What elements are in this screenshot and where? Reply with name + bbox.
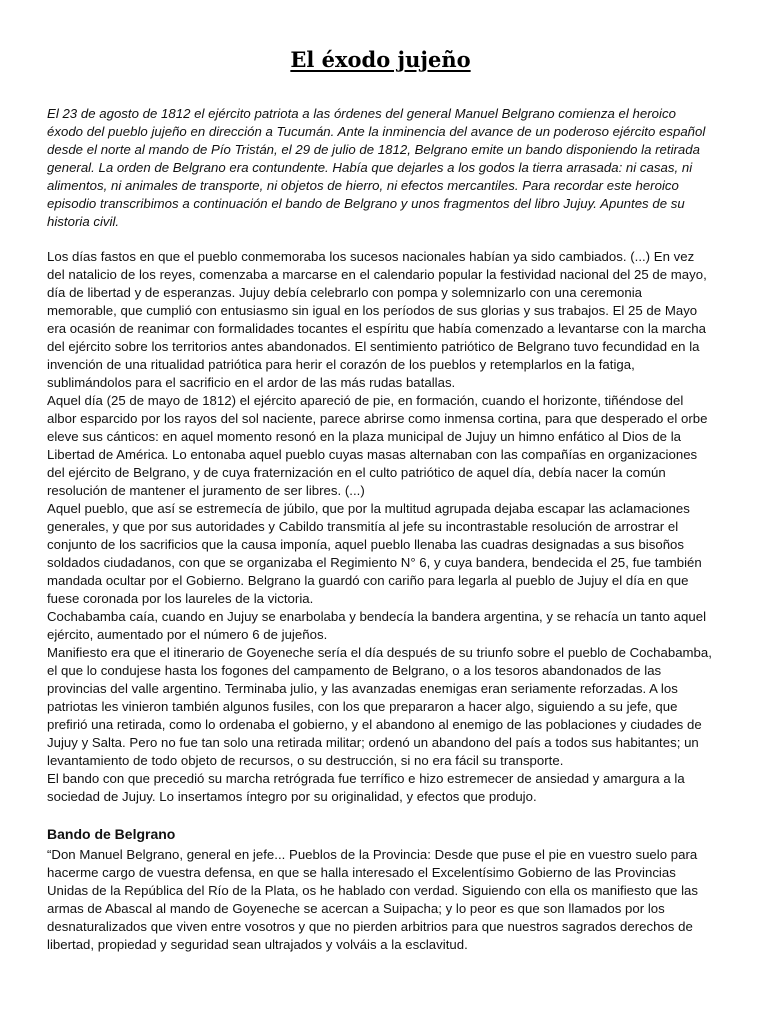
body-paragraph: Los días fastos en que el pueblo conmemoraba los sucesos nacionales habían ya sido cambiados. (...) En vez del natalicio de los reyes, comenzaba a marcarse en el calendario popular la festividad nacional del 25 de mayo, día de libertad y de esperanzas. Jujuy debía celebrarlo con pompa y solemnizarlo con una ceremonia memorable, que cumplió con entusiasmo sin igual en los períodos de sus glorias y sus trabajos. El 25 de Mayo era ocasión de reanimar con formalidades tocantes el espíritu que había comenzado a levantarse con la marcha del ejército sobre los territorios antes abandonados. El sentimiento patriótico de Belgrano tuvo fecundidad en la invención de una ritualidad patriótica para herir el corazón de los pueblos y retemplarlos en la fatiga, sublimándolos para el sacrificio en el ardor de las más rudas batallas.: [47, 249, 707, 390]
section-heading: Bando de Belgrano: [47, 826, 176, 842]
body-text: [47, 248, 714, 806]
body-paragraph: Manifiesto era que el itinerario de Goyeneche sería el día después de su triunfo sobre el pueblo de Cochabamba, el que lo condujese hasta los fogones del campamento de Belgrano, o a los tesoros abandonados de las provincias del valle argentino. Terminaba julio, y las avanzadas enemigas eran seriamente reforzadas. A los patriotas les vinieron también algunos fusiles, con los que prepararon a hacer algo, siguiendo a su jefe, que prefirió una retirada, como lo ordenaba el gobierno, y el abandono al enemigo de las poblaciones y ciudades de Jujuy y Salta. Pero no fue tan solo una retirada militar; ordenó un abandono del país a todos sus habitantes; un levantamiento de todo objeto de recursos, o su destrucción, si no era fácil su transporte.: [47, 645, 712, 768]
document-title: El éxodo jujeño: [290, 47, 471, 72]
intro-paragraph: El 23 de agosto de 1812 el ejército patriota a las órdenes del general Manuel Belgrano comienza el heroico éxodo del pueblo jujeño en dirección a Tucumán. Ante la inminencia del avance de un poderoso ejército español desde el norte al mando de Pío Tristán, el 29 de julio de 1812, Belgrano emite un bando disponiendo la retirada general. La orden de Belgrano era contundente. Había que dejarles a los godos la tierra arrasada: ni casas, ni alimentos, ni animales de transporte, ni objetos de hierro, ni efectos mercantiles. Para recordar este heroico episodio transcribimos a continuación el bando de Belgrano y unos fragmentos del libro Jujuy. Apuntes de su historia civil.: [47, 106, 706, 229]
body-paragraph: Cochabamba caía, cuando en Jujuy se enarbolaba y bendecía la bandera argentina, y se rehacía un tanto aquel ejército, aumentado por el número 6 de jujeños.: [47, 609, 707, 642]
bando-paragraph: “Don Manuel Belgrano, general en jefe... Pueblos de la Provincia: Desde que puse el pie en vuestro suelo para hacerme cargo de vuestra defensa, en que se halla interesado el Excelentísimo Gobierno de las Provincias Unidas de la República del Río de la Plata, os he hablado con verdad. Siguiendo con ella os manifiesto que las armas de Abascal al mando de Goyeneche se acercan a Suipacha; y lo peor es que son llamados por los desnaturalizados que viven entre vosotros y que no pierden arbitrios para que nuestros sagrados derechos de libertad, propiedad y seguridad sean ultrajados y volváis a la esclavitud.: [47, 847, 699, 952]
body-paragraph: El bando con que precedió su marcha retrógrada fue terrífico e hizo estremecer de ansiedad y amargura a la sociedad de Jujuy. Lo insertamos íntegro por su originalidad, y efectos que produjo.: [47, 771, 685, 804]
body-paragraph: Aquel pueblo, que así se estremecía de júbilo, que por la multitud agrupada dejaba escapar las aclamaciones generales, y que por sus autoridades y Cabildo transmitía al jefe su incontrastable resolución de arrostrar el conjunto de los sacrificios que la causa imponía, aquel pueblo llenaba las cuadras designadas a sus bisoños soldados ciudadanos, con que se organizaba el Regimiento N° 6, y cuya bandera, bendecida el 25, fue también mandada ocultar por el Gobierno. Belgrano la guardó con cariño para legarla al pueblo de Jujuy el día en que fuese coronada por los laureles de la victoria.: [47, 501, 702, 606]
body-paragraph: Aquel día (25 de mayo de 1812) el ejército apareció de pie, en formación, cuando el horizonte, tiñéndose del albor esparcido por los rayos del sol naciente, parece abrirse como inmensa cortina, para que desperado el orbe eleve sus cánticos: en aquel momento resonó en la plaza municipal de Jujuy un himno enfático al Dios de la Libertad de América. Lo entonaba aquel pueblo cuyas masas alternaban con las compañías en organizaciones del ejército de Belgrano, y de cuya fraternización en el culto patriótico de aquel día, debía nacer la común resolución de mantener el juramento de ser libres. (...): [47, 393, 708, 498]
